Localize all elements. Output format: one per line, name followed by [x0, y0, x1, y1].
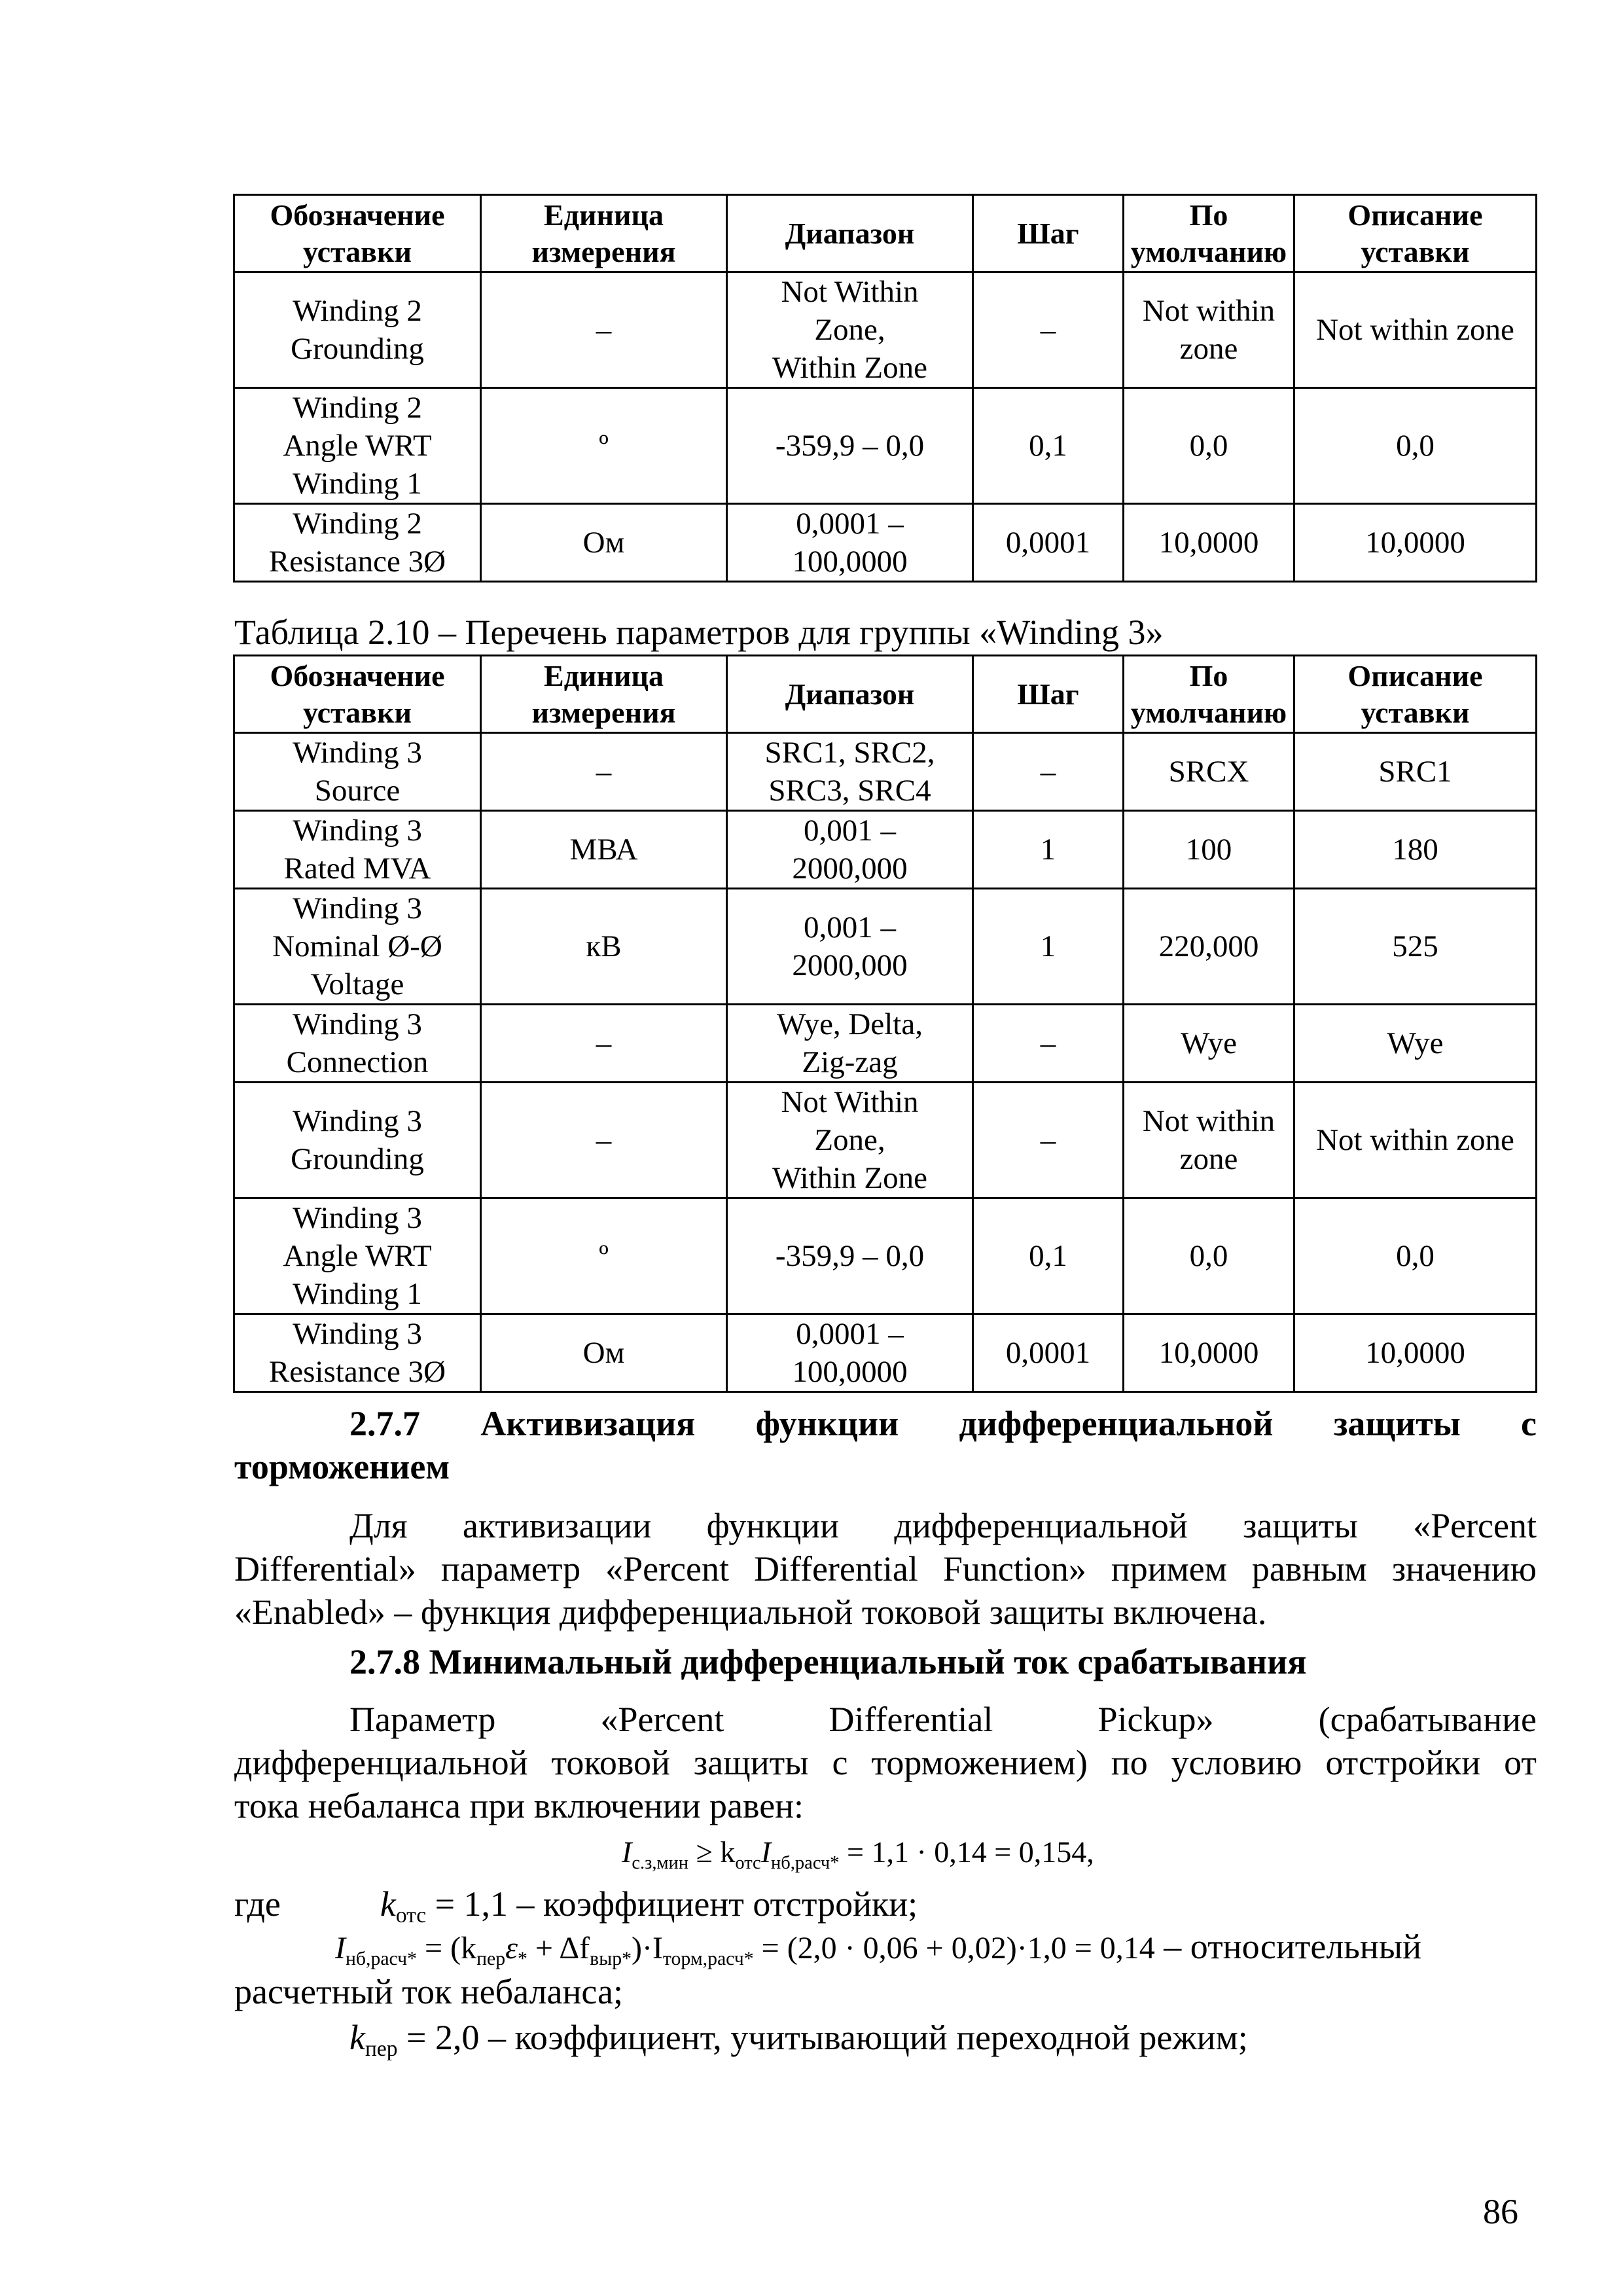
cell-range: -359,9 – 0,0	[727, 388, 973, 504]
page-number: 86	[1483, 2192, 1518, 2231]
cell-desc: SRC1	[1294, 733, 1537, 811]
cell-range: SRC1, SRC2, SRC3, SRC4	[727, 733, 973, 811]
formula-subscript: пер	[476, 1948, 506, 1969]
table-winding-2	[233, 194, 1537, 583]
cell-name: Winding 2 Grounding	[234, 272, 481, 388]
heading-line: 2.7.7 Активизация функции дифференциальной защиты с	[349, 1404, 1537, 1443]
cell-step: 0,0001	[973, 504, 1124, 582]
cell-name: Winding 2 Angle WRT Winding 1	[234, 388, 481, 504]
formula-subscript: отс	[735, 1853, 761, 1873]
cell-range: 0,001 – 2000,000	[727, 889, 973, 1005]
cell-name: Winding 3 Rated MVA	[234, 811, 481, 889]
cell-step: 0,0001	[973, 1314, 1124, 1392]
formula-subscript: *	[518, 1948, 527, 1969]
formula-symbol: + Δf	[527, 1931, 590, 1965]
paragraph-line: тока небаланса при включении равен:	[234, 1786, 804, 1825]
cell-desc: Not within zone	[1294, 272, 1537, 388]
section-277-heading	[234, 1402, 1537, 1488]
cell-default: Not within zone	[1124, 272, 1294, 388]
cell-unit: кВ	[481, 889, 727, 1005]
table-row	[234, 504, 1537, 582]
formula-symbol: k	[380, 1884, 396, 1924]
header-name: Обозначение уставки	[234, 195, 481, 272]
cell-step: 1	[973, 889, 1124, 1005]
cell-step: –	[973, 272, 1124, 388]
header-unit: Единица измерения	[481, 656, 727, 733]
table-row	[234, 388, 1537, 504]
formula-subscript: нб,расч*	[345, 1948, 418, 1969]
formula-subscript: отс	[395, 1903, 427, 1928]
formula-symbol: I	[622, 1835, 632, 1869]
header-step: Шаг	[973, 656, 1124, 733]
formula-value: = 1,1 · 0,14 = 0,154,	[839, 1835, 1094, 1869]
cell-default: 220,000	[1124, 889, 1294, 1005]
formula-symbol: I	[335, 1931, 346, 1965]
cell-unit: –	[481, 1005, 727, 1083]
section-277-paragraph	[234, 1504, 1537, 1634]
cell-default: Not within zone	[1124, 1083, 1294, 1198]
cell-default: SRCX	[1124, 733, 1294, 811]
table-winding-3	[233, 655, 1537, 1393]
paragraph-line: Differential» параметр «Percent Differential Function» примем равным значению	[234, 1549, 1537, 1588]
heading-line: торможением	[234, 1447, 450, 1486]
table-caption: Таблица 2.10 – Перечень параметров для группы «Winding 3»	[234, 613, 1164, 652]
cell-step: –	[973, 1005, 1124, 1083]
cell-range: 0,0001 – 100,0000	[727, 504, 973, 582]
table-row	[234, 1005, 1537, 1083]
cell-unit: Ом	[481, 1314, 727, 1392]
table-row	[234, 1083, 1537, 1198]
formula-subscript: пер	[365, 2037, 398, 2061]
cell-step: 0,1	[973, 388, 1124, 504]
cell-name: Winding 3 Grounding	[234, 1083, 481, 1198]
header-name: Обозначение уставки	[234, 656, 481, 733]
formula-subscript: выр*	[590, 1948, 632, 1969]
formula-symbol: = (k	[417, 1931, 477, 1965]
cell-name: Winding 3 Connection	[234, 1005, 481, 1083]
formula-subscript: торм,расч*	[662, 1948, 754, 1969]
cell-name: Winding 3 Source	[234, 733, 481, 811]
cell-default: 10,0000	[1124, 504, 1294, 582]
formula-tail-text: – относительный	[1154, 1927, 1421, 1966]
header-unit: Единица измерения	[481, 195, 727, 272]
formula-value: = (2,0 · 0,06 + 0,02)·1,0 = 0,14	[753, 1931, 1155, 1965]
paragraph-line: Параметр «Percent Differential Pickup» (срабатывание	[349, 1700, 1537, 1739]
cell-default: 0,0	[1124, 388, 1294, 504]
cell-unit: º	[481, 388, 727, 504]
cell-name: Winding 3 Resistance 3Ø	[234, 1314, 481, 1392]
cell-unit: –	[481, 733, 727, 811]
formula-subscript: с.з,мин	[632, 1853, 689, 1873]
table-header-row	[234, 656, 1537, 733]
where-word: где	[234, 1884, 281, 1924]
cell-step: 0,1	[973, 1198, 1124, 1314]
cell-step: –	[973, 733, 1124, 811]
cell-desc: 0,0	[1294, 1198, 1537, 1314]
section-278-paragraph	[234, 1698, 1537, 1827]
table-row	[234, 889, 1537, 1005]
cell-desc: 10,0000	[1294, 1314, 1537, 1392]
cell-default: 10,0000	[1124, 1314, 1294, 1392]
table-row	[234, 1198, 1537, 1314]
cell-unit: МВА	[481, 811, 727, 889]
formula-symbol: )·I	[631, 1931, 663, 1965]
header-range: Диапазон	[727, 195, 973, 272]
cell-range: Wye, Delta, Zig-zag	[727, 1005, 973, 1083]
formula-continuation: расчетный ток небаланса;	[234, 1972, 623, 2011]
cell-range: Not Within Zone, Within Zone	[727, 272, 973, 388]
cell-range: 0,001 – 2000,000	[727, 811, 973, 889]
formula-symbol: ≥ k	[688, 1835, 736, 1869]
cell-default: 0,0	[1124, 1198, 1294, 1314]
table-row	[234, 811, 1537, 889]
formula-subscript: нб,расч*	[771, 1853, 840, 1873]
cell-unit: –	[481, 1083, 727, 1198]
cell-default: Wye	[1124, 1005, 1294, 1083]
paragraph-line: дифференциальной токовой защиты с торможением) по условию отстройки от	[234, 1743, 1537, 1782]
cell-range: Not Within Zone, Within Zone	[727, 1083, 973, 1198]
header-default: По умолчанию	[1124, 195, 1294, 272]
cell-name: Winding 3 Angle WRT Winding 1	[234, 1198, 481, 1314]
section-278-heading: 2.7.8 Минимальный дифференциальный ток срабатывания	[349, 1642, 1307, 1681]
table-header-row	[234, 195, 1537, 272]
table-row	[234, 1314, 1537, 1392]
cell-default: 100	[1124, 811, 1294, 889]
table-row	[234, 272, 1537, 388]
header-range: Диапазон	[727, 656, 973, 733]
cell-desc: 10,0000	[1294, 504, 1537, 582]
header-default: По умолчанию	[1124, 656, 1294, 733]
cell-range: 0,0001 – 100,0000	[727, 1314, 973, 1392]
cell-desc: Wye	[1294, 1005, 1537, 1083]
kper-line	[234, 2016, 1537, 2071]
paragraph-line: «Enabled» – функция дифференциальной токовой защиты включена.	[234, 1592, 1267, 1632]
cell-unit: –	[481, 272, 727, 388]
cell-desc: 525	[1294, 889, 1537, 1005]
cell-step: 1	[973, 811, 1124, 889]
formula-symbol: k	[349, 2018, 365, 2057]
header-step: Шаг	[973, 195, 1124, 272]
where-text: = 1,1 – коэффициент отстройки;	[426, 1884, 918, 1924]
formula-symbol: I	[760, 1835, 772, 1869]
table-row	[234, 733, 1537, 811]
header-desc: Описание уставки	[1294, 656, 1537, 733]
formula-pickup	[622, 1833, 1094, 1883]
cell-unit: Ом	[481, 504, 727, 582]
cell-step: –	[973, 1083, 1124, 1198]
header-desc: Описание уставки	[1294, 195, 1537, 272]
paragraph-line: Для активизации функции дифференциальной защиты «Percent	[349, 1506, 1537, 1545]
kper-text: = 2,0 – коэффициент, учитывающий переходной режим;	[397, 2018, 1248, 2057]
cell-unit: º	[481, 1198, 727, 1314]
cell-name: Winding 2 Resistance 3Ø	[234, 504, 481, 582]
formula-symbol: ε	[505, 1931, 518, 1965]
cell-desc: Not within zone	[1294, 1083, 1537, 1198]
cell-range: -359,9 – 0,0	[727, 1198, 973, 1314]
cell-name: Winding 3 Nominal Ø-Ø Voltage	[234, 889, 481, 1005]
cell-desc: 180	[1294, 811, 1537, 889]
cell-desc: 0,0	[1294, 388, 1537, 504]
